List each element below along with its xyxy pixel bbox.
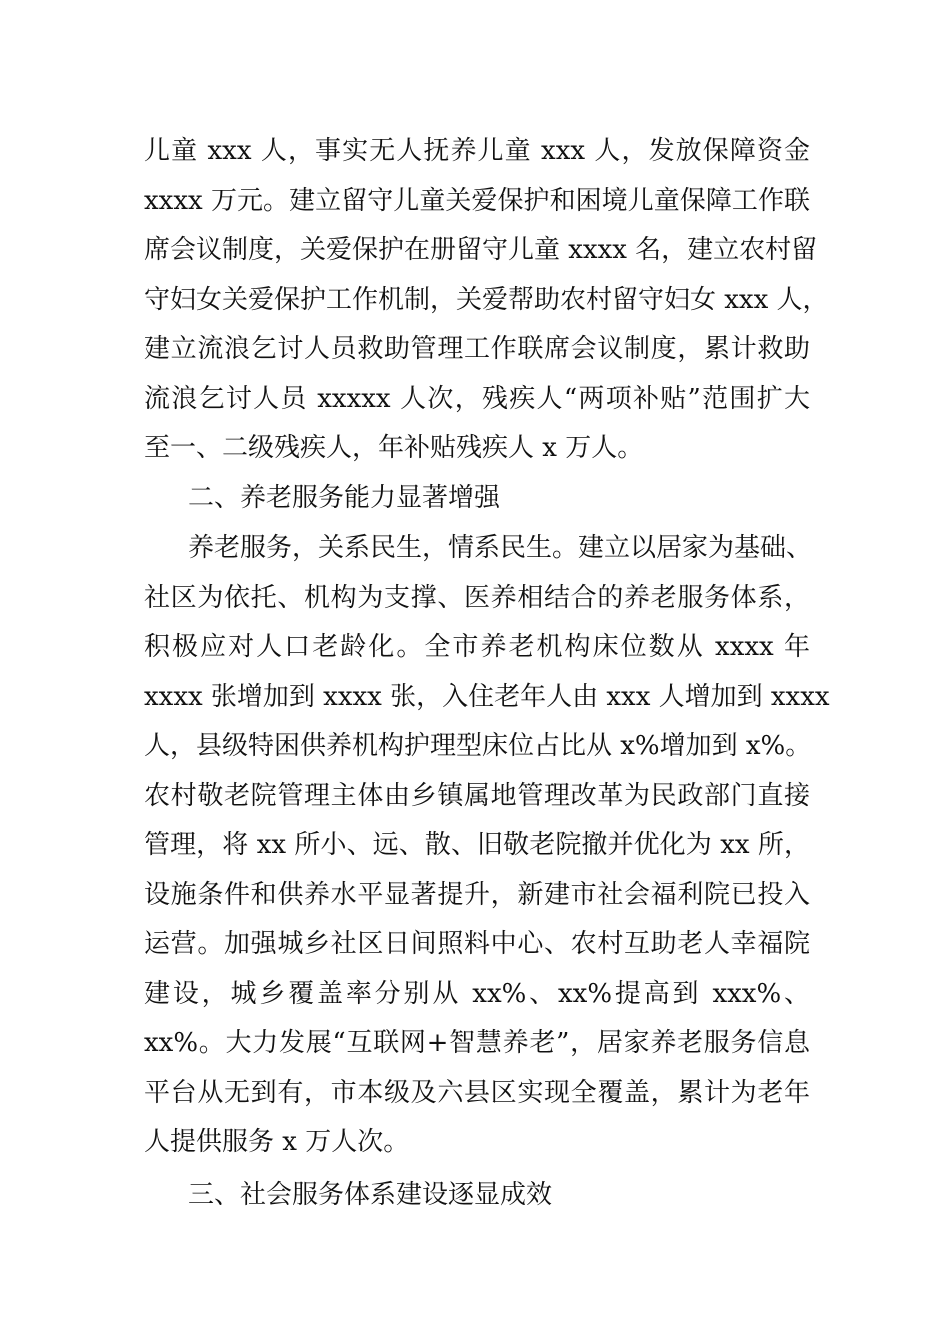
paragraph-line: xx%。大力发展“互联网+智慧养老”，居家养老服务信息 <box>144 1028 810 1058</box>
paragraph-line: xxxx 万元。建立留守儿童关爱保护和困境儿童保障工作联 <box>144 185 810 216</box>
paragraph-line: 养老服务，关系民生，情系民生。建立以居家为基础、 <box>188 533 813 563</box>
paragraph-line: 管理，将 xx 所小、远、散、旧敬老院撤并优化为 xx 所， <box>144 830 810 860</box>
paragraph-line: 运营。加强城乡社区日间照料中心、农村互助老人幸福院 <box>144 929 810 959</box>
paragraph-line: 农村敬老院管理主体由乡镇属地管理改革为民政部门直接 <box>144 780 810 811</box>
paragraph-1 <box>144 127 829 474</box>
paragraph-line: 建立流浪乞讨人员救助管理工作联席会议制度，累计救助 <box>144 334 810 364</box>
section-heading-3 <box>144 1171 810 1221</box>
heading-text: 二、养老服务能力显著增强 <box>188 483 501 513</box>
paragraph-line: 设施条件和供养水平显著提升，新建市社会福利院已投入 <box>144 879 810 910</box>
paragraph-line: 积极应对人口老龄化。全市养老机构床位数从 xxxx 年 <box>144 632 810 662</box>
paragraph-2 <box>144 524 830 1168</box>
paragraph-line: 流浪乞讨人员 xxxxx 人次，残疾人“两项补贴”范围扩大 <box>144 383 810 414</box>
paragraph-line: 人提供服务 x 万人次。 <box>144 1127 410 1157</box>
paragraph-line: 社区为依托、机构为支撑、医养相结合的养老服务体系， <box>144 582 810 613</box>
paragraph-line: 人，县级特困供养机构护理型床位占比从 x%增加到 x%。 <box>144 731 812 761</box>
paragraph-line: 守妇女关爱保护工作机制，关爱帮助农村留守妇女 xxx 人， <box>144 284 829 315</box>
section-heading-2 <box>144 474 810 524</box>
paragraph-line: 至一、二级残疾人，年补贴残疾人 x 万人。 <box>144 433 644 463</box>
paragraph-line: 席会议制度，关爱保护在册留守儿童 xxxx 名，建立农村留 <box>144 235 818 265</box>
paragraph-line: 建设，城乡覆盖率分别从 xx%、xx%提高到 xxx%、 <box>144 978 810 1009</box>
paragraph-line: 平台从无到有，市本级及六县区实现全覆盖，累计为老年 <box>144 1077 810 1108</box>
paragraph-line: xxxx 张增加到 xxxx 张，入住老年人由 xxx 人增加到 xxxx <box>144 681 830 712</box>
heading-text: 三、社会服务体系建设逐显成效 <box>188 1180 553 1210</box>
paragraph-line: 儿童 xxx 人，事实无人抚养儿童 xxx 人，发放保障资金 <box>144 136 810 166</box>
